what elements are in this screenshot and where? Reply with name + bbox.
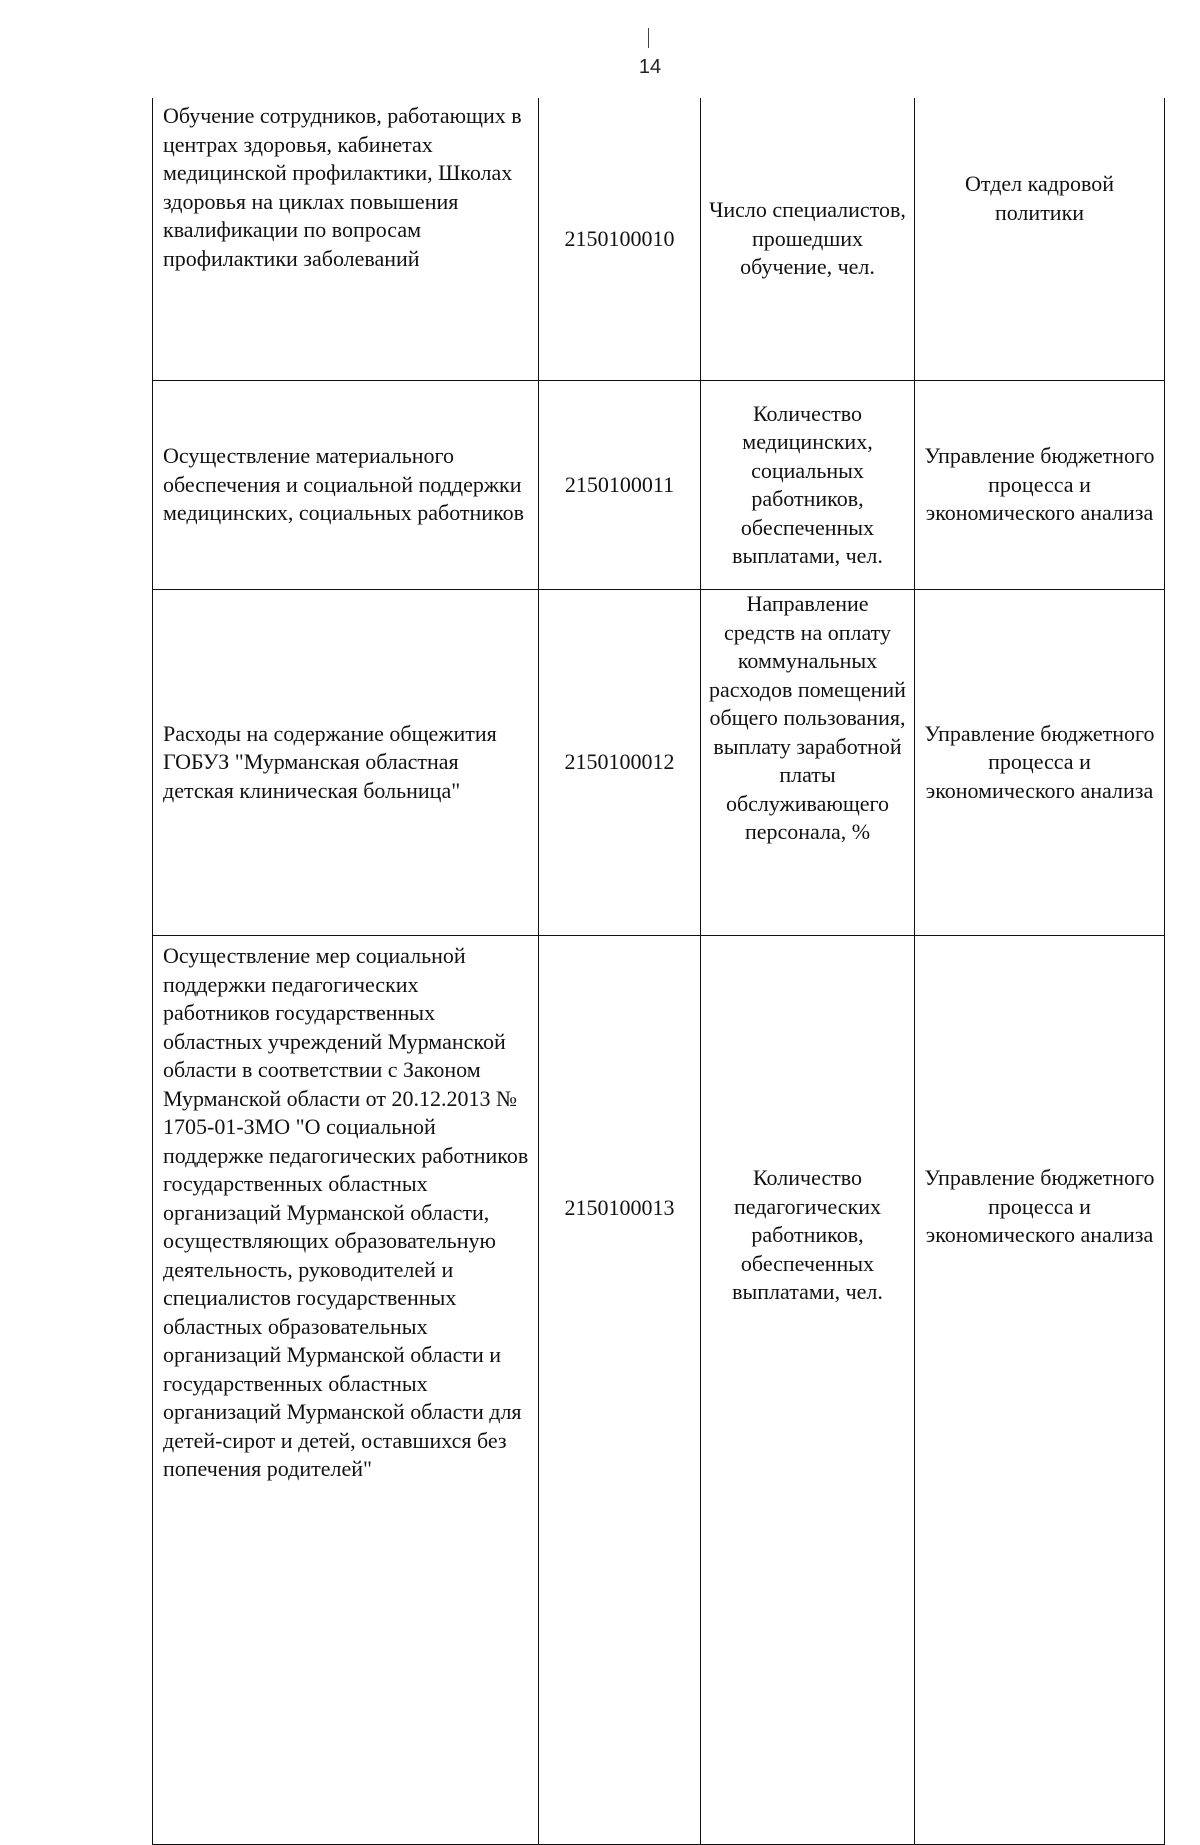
measures-table [152, 98, 1165, 1845]
table-row [153, 381, 1165, 590]
measure-code: 2150100010 [539, 98, 701, 381]
page-number: 14 [638, 56, 662, 78]
table-row [153, 98, 1165, 381]
measure-responsible: Управление бюджетного процесса и экономического анализа [915, 590, 1165, 936]
measure-description: Расходы на содержание общежития ГОБУЗ "Мурманская областная детская клиническая больница" [153, 590, 539, 936]
table-row [153, 936, 1165, 1845]
measure-description: Осуществление мер социальной поддержки педагогических работников государственных областных учреждений Мурманской области в соответствии с Законом Мурманской области от 20.12.2013 № 1705-01-ЗМО "О социальной поддержке педагогических работников государственных областных организаций Мурманской области, осуществляющих образовательную деятельность, руководителей и специалистов государственных областных образовательных организаций Мурманской области и государственных областных организаций Мурманской области для детей-сирот и детей, оставшихся без попечения родителей" [153, 936, 539, 1845]
measure-description: Обучение сотрудников, работающих в центрах здоровья, кабинетах медицинской профилактики, Школах здоровья на циклах повышения квалификации по вопросам профилактики заболеваний [153, 98, 539, 381]
measure-indicator: Направление средств на оплату коммунальных расходов помещений общего пользования, выплату заработной платы обслуживающего персонала, % [701, 590, 915, 936]
measure-code: 2150100013 [539, 936, 701, 1845]
table-row [153, 590, 1165, 936]
measure-indicator: Количество медицинских, социальных работников, обеспеченных выплатами, чел. [701, 381, 915, 590]
measure-indicator: Число специалистов, прошедших обучение, чел. [701, 98, 915, 381]
measure-responsible: Управление бюджетного процесса и экономического анализа [915, 936, 1165, 1845]
page-tick-mark [648, 28, 649, 48]
measure-indicator: Количество педагогических работников, обеспеченных выплатами, чел. [701, 936, 915, 1845]
measure-responsible: Управление бюджетного процесса и экономического анализа [915, 381, 1165, 590]
measure-code: 2150100011 [539, 381, 701, 590]
measure-responsible: Отдел кадровой политики [915, 98, 1165, 381]
measure-description: Осуществление материального обеспечения и социальной поддержки медицинских, социальных работников [153, 381, 539, 590]
measure-code: 2150100012 [539, 590, 701, 936]
